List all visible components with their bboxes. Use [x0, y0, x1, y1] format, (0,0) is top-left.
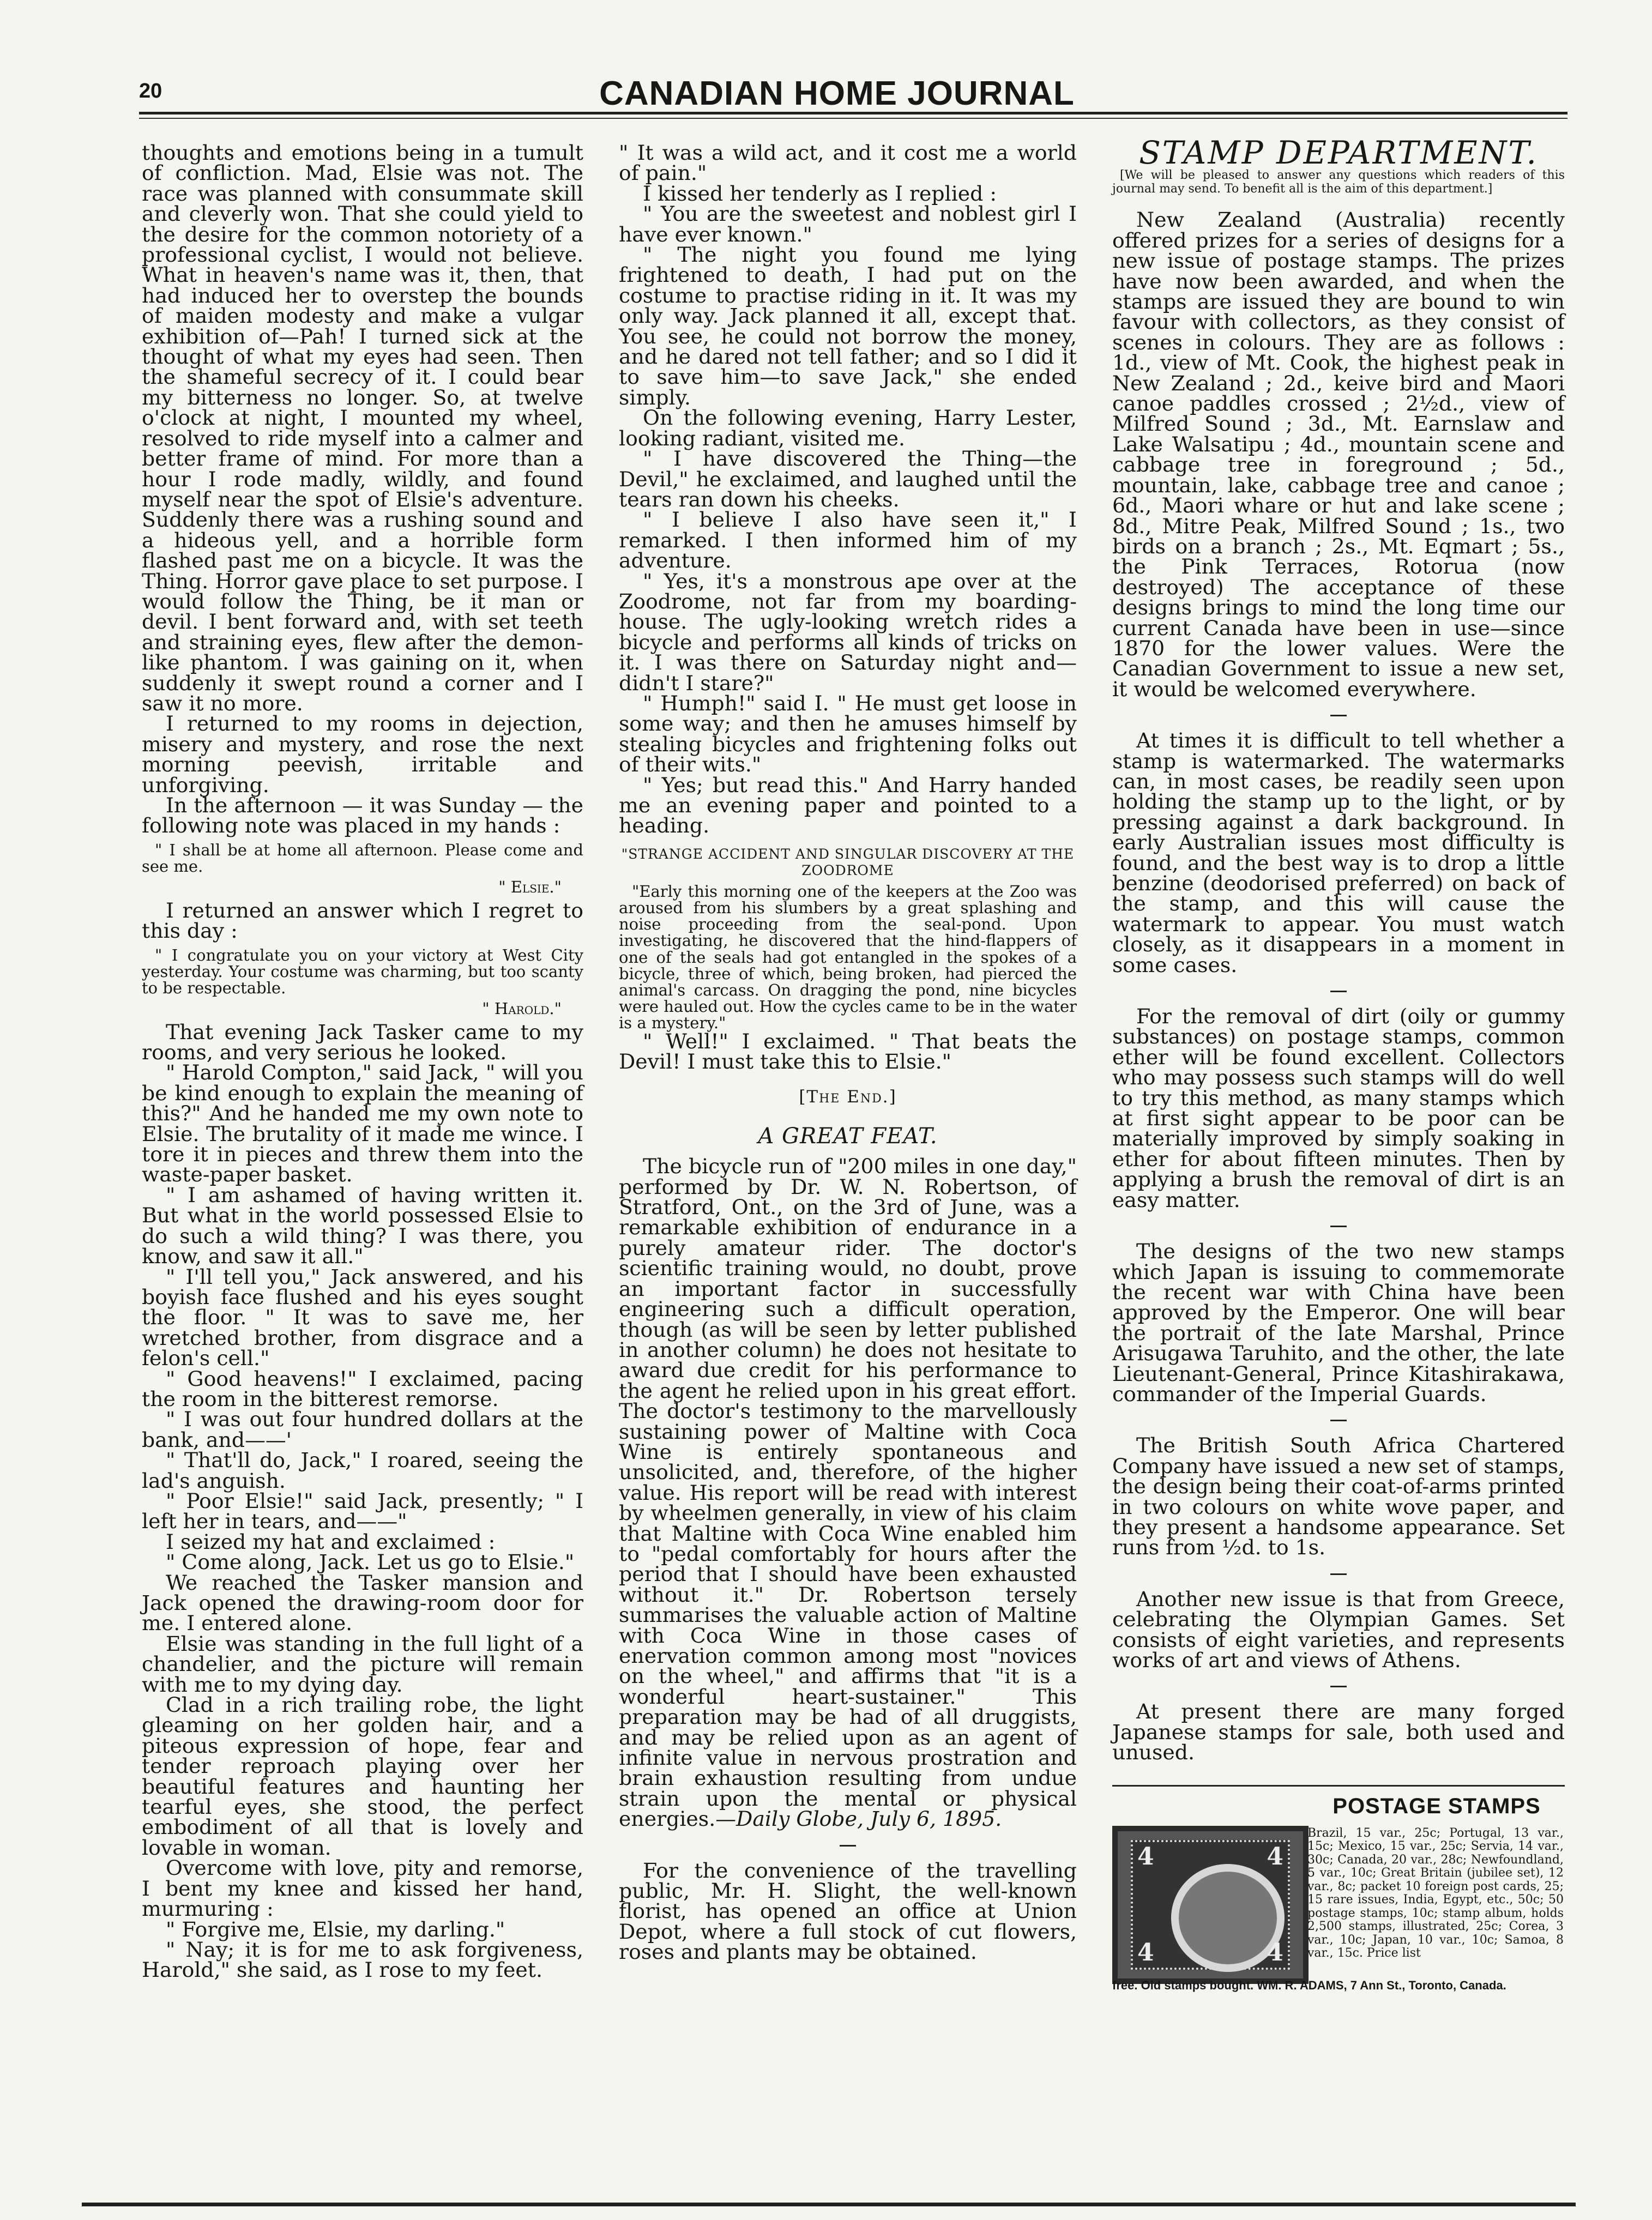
- article-title: A GREAT FEAT.: [758, 1123, 938, 1149]
- header-rule-thin: [139, 118, 1567, 119]
- paragraph: The designs of the two new stamps which Japan is issuing to commemorate the recent war with China have been approved by the Emperor. One will bear the portrait of the late Marshal, Prince Arisugawa Taruhito, and the other, the late Lieutenant-General, Prince Kitashirakawa, commander of the Imperial Guards.: [1112, 1239, 1565, 1406]
- paragraph: " Harold Compton," said Jack, " will you be kind enough to explain the meaning of this?" And he handed me my own note to Elsie. The brutality of it made me wince. I tore it in pieces and threw them into the waste-paper basket.: [142, 1060, 583, 1187]
- section-divider: [1330, 1573, 1347, 1575]
- note-signature: " Harold.": [482, 999, 562, 1018]
- page-number: 20: [139, 80, 162, 102]
- story-end-marker: [The End.]: [799, 1087, 897, 1107]
- column-story-end-and-feat: [619, 143, 1077, 1963]
- news-clipping: "Early this morning one of the keepers at the Zoo was aroused from his slumbers by a great splashing and noise proceeding from the seal-pond. Upon investigating, he discovered that the hind-flappers of one of the seals had got entangled in the spokes of a bicycle, three of which, being broken, had pierced the animal's carcass. On dragging the pond, nine bicycles were hauled out. How the cycles came to be in the water is a mystery.": [619, 882, 1077, 1033]
- paragraph: " That'll do, Jack," I roared, seeing the lad's anguish.: [142, 1448, 583, 1493]
- paragraph: Another new issue is that from Greece, celebrating the Olympian Games. Set consists of eight varieties, and represents works of art and views of Athens.: [1112, 1586, 1565, 1672]
- paragraph: Overcome with love, pity and remorse, I bent my knee and kissed her hand, murmuring :: [142, 1856, 583, 1921]
- stamp-value: 4: [1267, 1842, 1283, 1871]
- article-citation: Daily Globe, July 6, 1895.: [736, 1807, 1002, 1831]
- stamp-value: 4: [1137, 1939, 1154, 1967]
- column-story-continued: [142, 143, 583, 1981]
- paragraph: " I have discovered the Thing—the Devil," he exclaimed, and laughed until the tears ran down his cheeks.: [619, 447, 1077, 511]
- section-divider: [1330, 1226, 1347, 1227]
- paragraph: thoughts and emotions being in a tumult of confliction. Mad, Elsie was not. The race was planned with consummate skill and cleverly won. That she could yield to the desire for the common notoriety of a professional cyclist, I would not believe. What in heaven's name was it, then, that had induced her to overstep the bounds of maiden modesty and make a vulgar exhibition of—Pah! I turned sick at the thought of what my eyes had seen. Then the shameful secrecy of it. I could bear my bitterness no longer. So, at twelve o'clock at night, I mounted my wheel, resolved to ride myself into a calmer and better frame of mind. For more than a hour I rode madly, wildly, and found myself near the spot of Elsie's adventure. Suddenly there was a rushing sound and a hideous yell, and a horrible form flashed past me on a bicycle. It was the Thing. Horror gave place to set purpose. I would follow the Thing, be it man or devil. I bent forward and, with set teeth and straining eyes, flew after the demon-like phantom. I was gaining on it, when suddenly it swept round a corner and I saw it no more.: [142, 141, 583, 715]
- journal-title: CANADIAN HOME JOURNAL: [599, 75, 1075, 112]
- note-quote: " I congratulate you on your victory at West City yesterday. Your costume was charming, but too scanty to be respectable.: [142, 945, 583, 997]
- stamp-value: 4: [1267, 1939, 1283, 1967]
- stamp-frame: [1131, 1840, 1290, 1970]
- paragraph: " Come along, Jack. Let us go to Elsie.": [166, 1550, 575, 1574]
- paragraph: In the afternoon — it was Sunday — the following note was placed in my hands :: [142, 793, 583, 838]
- section-divider: [1330, 715, 1347, 716]
- paragraph: Elsie was standing in the full light of a chandelier, and the picture will remain with me to my dying day.: [142, 1631, 583, 1697]
- paragraph: " Forgive me, Elsie, my darling.": [166, 1917, 505, 1941]
- column-stamp-department: [1112, 134, 1565, 2026]
- paragraph: " I was out four hundred dollars at the bank, and——': [142, 1407, 583, 1452]
- paragraph: " Well!" I exclaimed. " That beats the Devil! I must take this to Elsie.": [619, 1029, 1077, 1074]
- stamp-value: 4: [1137, 1842, 1154, 1871]
- paragraph: On the following evening, Harry Lester, looking radiant, visited me.: [619, 406, 1077, 450]
- paragraph: I returned to my rooms in dejection, misery and mystery, and rose the next morning peevish, irritable and unforgiving.: [142, 711, 583, 797]
- article-body: The bicycle run of "200 miles in one day," performed by Dr. W. N. Robertson, of Stratford, Ont., on the 3rd of June, was a remarkable exhibition of endurance in a purely amateur rider. The doctor's scientific training would, no doubt, prove an important factor in successfully engineering such a difficult operation, though (as will be seen by letter published in another column) he does not hesitate to award due credit for his performance to the agent he relied upon in his great effort. The doctor's testimony to the marvellously sustaining power of Maltine with Coca Wine is entirely spontaneous and unsolicited, and, therefore, of the higher value. His report will be read with interest by wheelmen generally, in view of his claim that Maltine with Coca Wine enabled him to "pedal comfortably for hours after the period that I should have been exhausted without it." Dr. Robertson tersely summarises the valuable action of Maltine with Coca Wine in those cases of enervation common among most "novices on the wheel," and affirms that "it is a wonderful heart-sustainer." This preparation may be had of all druggists, and may be relied upon as an agent of infinite value in nervous prostration and brain exhaustion resulting from undue strain upon the mental or physical energies.—: [619, 1154, 1077, 1831]
- paragraph: For the convenience of the travelling public, Mr. H. Slight, the well-known florist, has opened an office at Union Depot, where a full stock of cut flowers, roses and plants may be obtained.: [619, 1858, 1077, 1964]
- paragraph: " Yes, it's a monstrous ape over at the Zoodrome, not far from my boarding-house. The ugly-looking wretch rides a bicycle and performs all kinds of tricks on it. I was there on Saturday night and—didn't I stare?": [619, 569, 1077, 695]
- paragraph: " You are the sweetest and noblest girl I have ever known.": [619, 202, 1077, 246]
- stamp-illustration: [1112, 1826, 1309, 1984]
- paragraph: At times it is difficult to tell whether a stamp is watermarked. The watermarks can, in most cases, be readily seen upon holding the stamp up to the light, or by pressing against a dark background. In early Australian issues most difficulty is found, and the best way is to drop a little benzine (deodorised preferred) on back of the stamp, and this will cause the watermark to appear. You must watch closely, as it disappears in a moment in some cases.: [1112, 728, 1565, 977]
- paragraph: " Nay; it is for me to ask forgiveness, Harold," she said, as I rose to my feet.: [142, 1937, 583, 1982]
- header-rule: [139, 112, 1567, 114]
- paragraph: " Humph!" said I. " He must get loose in some way; and then he amuses himself by stealing bicycles and frightening folks out of their wits.": [619, 691, 1077, 777]
- paragraph: " The night you found me lying frightened to death, I had put on the costume to practise riding in it. It was my only way. Jack planned it all, except that. You see, he could not borrow the money, and he dared not tell father; and so I did it to save him—to save Jack," she ended simply.: [619, 243, 1077, 409]
- paragraph: I kissed her tenderly as I replied :: [643, 181, 997, 206]
- section-divider: [1330, 1420, 1347, 1421]
- paragraph: " Good heavens!" I exclaimed, pacing the room in the bitterest remorse.: [142, 1366, 583, 1411]
- ad-price-list: Brazil, 15 var., 25c; Portugal, 13 var., 15c; Mexico, 15 var., 25c; Servia, 14 var., 30c; Canada, 20 var., 28c; Newfoundland, 5 var., 10c; Great Britain (jubilee set), 12 var., 8c; packet 10 foreign post cards, 25; 15 rare issues, India, Egypt, etc., 50c; 50 postage stamps, 10c; stamp album, holds 2,500 stamps, illustrated, 25c; Corea, 3 var., 10c; Japan, 10 var., 10c; Samoa, 8 var., 15c. Price list: [1307, 1826, 1564, 1960]
- paragraph: " I'll tell you," Jack answered, and his boyish face flushed and his eyes sought the floor. " It was to save me, her wretched brother, from disgrace and a felon's cell.": [142, 1264, 583, 1371]
- news-heading: "STRANGE ACCIDENT AND SINGULAR DISCOVERY AT THE ZOODROME: [621, 846, 1075, 878]
- footer-rule: [82, 2203, 1576, 2206]
- ad-title: POSTAGE STAMPS: [1333, 1794, 1541, 1818]
- paragraph: I seized my hat and exclaimed :: [166, 1529, 496, 1554]
- paragraph: I returned an answer which I regret to this day :: [142, 898, 583, 943]
- postage-stamps-advertisement: [1112, 1785, 1565, 2026]
- paragraph: " It was a wild act, and it cost me a world of pain.": [619, 141, 1077, 185]
- section-divider: [840, 1845, 856, 1847]
- paragraph: [619, 1156, 1077, 1829]
- paragraph: For the removal of dirt (oily or gummy substances) on postage stamps, common ether will be found excellent. Collectors who may possess such stamps will do well to try this method, as many stamps which at first sight appear to be poor can be materially improved by simply soaking in ether for about fifteen minutes. Then by applying a brush the removal of dirt is an easy matter.: [1112, 1004, 1565, 1212]
- paragraph: " I am ashamed of having written it. But what in the world possessed Elsie to do such a wild thing? I was there, you know, and saw it all.": [142, 1183, 583, 1269]
- section-divider: [1330, 1686, 1347, 1687]
- note-signature: " Elsie.": [498, 877, 562, 896]
- paragraph: " I believe I also have seen it," I remarked. I then informed him of my adventure.: [619, 508, 1077, 573]
- paragraph: That evening Jack Tasker came to my rooms, and very serious he looked.: [142, 1019, 583, 1065]
- paragraph: The British South Africa Chartered Company have issued a new set of stamps, the design being their coat-of-arms printed in two colours on white wove paper, and they present a handsome appearance. Set runs from ½d. to 1s.: [1112, 1433, 1565, 1560]
- paragraph: At present there are many forged Japanese stamps for sale, both used and unused.: [1112, 1699, 1565, 1765]
- paragraph: New Zealand (Australia) recently offered prizes for a series of designs for a new issue of postage stamps. The prizes have now been awarded, and when the stamps are issued they are bound to win favour with collectors, as they consist of scenes in colours. They are as follows : 1d., view of Mt. Cook, the highest peak in New Zealand ; 2d., keive bird and Maori canoe paddles crossed ; 2½d., view of Milfred Sound ; 3d., Mt. Earnslaw and Lake Walsatipu ; 4d., mountain scene and cabbage tree in foreground ; 5d., mountain, lake, cabbage tree and canoe ; 6d., Maori whare or hut and lake scene ; 8d., Mitre Peak, Milfred Sound ; 1s., two birds on a branch ; 2s., Mt. Eqmart ; 5s., the Pink Terraces, Rotorua (now destroyed) The acceptance of these designs brings to mind the long time our current Canada have been in use—since 1870 for the lower values. Were the Canadian Government to issue a new set, it would be welcomed everywhere.: [1112, 208, 1565, 701]
- ad-footer: free. Old stamps bought. WM. R. ADAMS, 7 Ann St., Toronto, Canada.: [1112, 1978, 1506, 1992]
- editor-note: [We will be pleased to answer any questions which readers of this journal may send. To benefit all is the aim of this department.]: [1112, 168, 1565, 196]
- paragraph: " Poor Elsie!" said Jack, presently; " I left her in tears, and——": [142, 1488, 583, 1534]
- paragraph: Clad in a rich trailing robe, the light gleaming on her golden hair, and a piteous expression of hope, fear and tender reproach playing over her beautiful features and haunting her tearful eyes, she stood, the perfect embodiment of all that is lovely and lovable in woman.: [142, 1693, 583, 1860]
- paragraph: " Yes; but read this." And Harry handed me an evening paper and pointed to a heading.: [619, 773, 1077, 838]
- note-quote: " I shall be at home all afternoon. Please come and see me.: [142, 840, 583, 876]
- department-title: STAMP DEPARTMENT.: [1139, 134, 1538, 171]
- section-divider: [1330, 991, 1347, 992]
- paragraph: We reached the Tasker mansion and Jack opened the drawing-room door for me. I entered alone.: [142, 1570, 583, 1636]
- page-header: [139, 70, 1535, 113]
